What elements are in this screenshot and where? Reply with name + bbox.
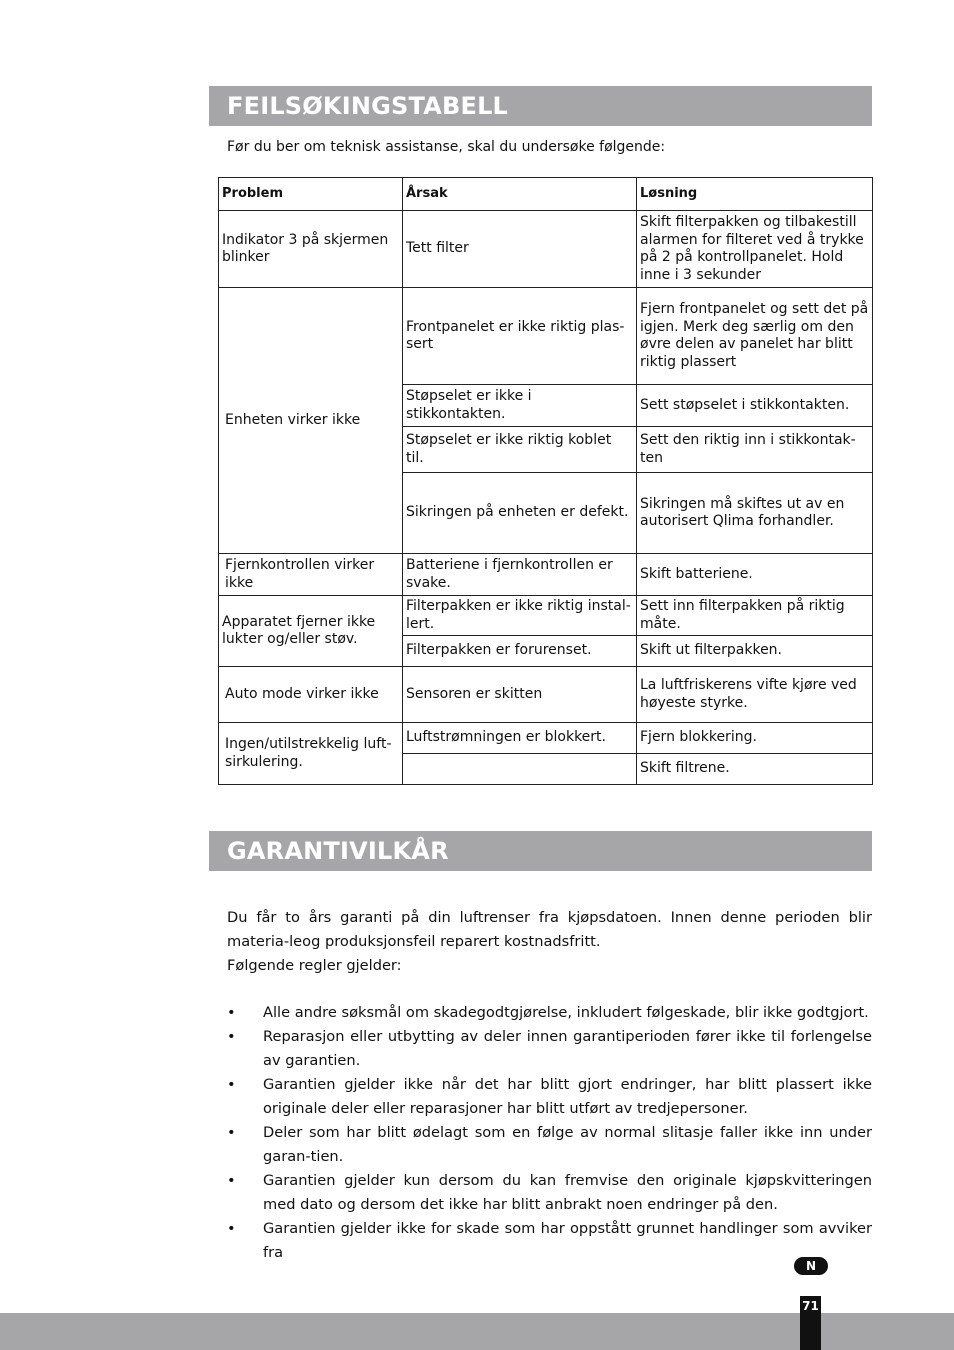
cause-cell: Filterpakken er ikke riktig instal-lert. [403, 596, 637, 636]
solution-cell: Sett støpselet i stikkontakten. [637, 385, 873, 427]
section-title-troubleshooting: FEILSØKINGSTABELL [209, 86, 872, 126]
bullet: • [227, 1220, 236, 1237]
warranty-paragraph: Du får to års garanti på din luftrenser fra kjøpsdatoen. Innen denne perioden blir materia-leog produksjonsfeil reparert kostnadsfritt. [227, 909, 872, 950]
list-item: • Garantien gjelder kun dersom du kan fremvise den originale kjøpskvitteringen med dato og dersom det ikke har blitt anbrakt noen endringer på den. [227, 1169, 872, 1217]
problem-cell: Ingen/utilstrekkelig luft-sirkulering. [219, 723, 403, 785]
troubleshooting-table [218, 177, 873, 785]
solution-cell: Fjern frontpanelet og sett det på igjen. Merk deg særlig om den øvre delen av panelet har blitt riktig plassert [637, 288, 873, 385]
bullet: • [227, 1004, 236, 1021]
header-solution: Løsning [637, 178, 873, 211]
list-item: • Garantien gjelder ikke for skade som har oppstått grunnet handlinger som avviker fra [227, 1217, 872, 1265]
solution-cell: Skift filterpakken og tilbakestill alarmen for filteret ved å trykke på 2 på kontrollpanelet. Hold inne i 3 sekunder [637, 211, 873, 288]
table-row [219, 288, 873, 385]
problem-cell: Enheten virker ikke [219, 288, 403, 554]
table-row [219, 667, 873, 723]
cause-cell: Frontpanelet er ikke riktig plas-sert [403, 288, 637, 385]
table-row [219, 554, 873, 596]
section-title-warranty: GARANTIVILKÅR [209, 831, 872, 871]
problem-cell: Indikator 3 på skjermen blinker [219, 211, 403, 288]
solution-cell: Skift batteriene. [637, 554, 873, 596]
solution-cell: Skift filtrene. [637, 754, 873, 785]
solution-cell: Sett den riktig inn i stikkontak-ten [637, 427, 873, 473]
cause-cell: Batteriene i fjernkontrollen er svake. [403, 554, 637, 596]
language-badge: N [794, 1257, 828, 1275]
list-item: • Reparasjon eller utbytting av deler innen garantiperioden fører ikke til forlengelse av garantien. [227, 1025, 872, 1073]
list-item: • Alle andre søksmål om skadegodtgjørelse, inkludert følgeskade, blir ikke godtgjort. [227, 1001, 872, 1025]
cause-cell: Luftstrømningen er blokkert. [403, 723, 637, 754]
table-row [219, 596, 873, 636]
solution-cell: Sikringen må skiftes ut av en autorisert Qlima forhandler. [637, 473, 873, 554]
cause-cell: Sensoren er skitten [403, 667, 637, 723]
solution-cell: Sett inn filterpakken på riktig måte. [637, 596, 873, 636]
intro-text: Før du ber om teknisk assistanse, skal du undersøke følgende: [227, 139, 666, 155]
bullet: • [227, 1076, 236, 1093]
cause-cell: Filterpakken er forurenset. [403, 636, 637, 667]
cause-cell: Tett filter [403, 211, 637, 288]
solution-cell: Skift ut filterpakken. [637, 636, 873, 667]
solution-cell: La luftfriskerens vifte kjøre ved høyeste styrke. [637, 667, 873, 723]
table-row [219, 211, 873, 288]
problem-cell: Fjernkontrollen virker ikke [219, 554, 403, 596]
bullet: • [227, 1172, 236, 1189]
cause-cell: Sikringen på enheten er defekt. [403, 473, 637, 554]
problem-cell: Auto mode virker ikke [219, 667, 403, 723]
table-row [219, 723, 873, 754]
header-cause: Årsak [403, 178, 637, 211]
list-item: • Garantien gjelder ikke når det har blitt gjort endringer, har blitt plassert ikke originale deler eller reparasjoner har blitt utført av tredjepersoner. [227, 1073, 872, 1121]
cause-cell: Støpselet er ikke riktig koblet til. [403, 427, 637, 473]
list-item: • Deler som har blitt ødelagt som en følge av normal slitasje faller ikke inn under garan-tien. [227, 1121, 872, 1169]
warranty-rules-intro: Følgende regler gjelder: [227, 957, 402, 974]
cause-cell [403, 754, 637, 785]
bullet: • [227, 1124, 236, 1141]
bullet: • [227, 1028, 236, 1045]
warranty-rules-list [227, 1001, 872, 1265]
solution-cell: Fjern blokkering. [637, 723, 873, 754]
table-header-row [219, 178, 873, 211]
problem-cell: Apparatet fjerner ikke lukter og/eller støv. [219, 596, 403, 667]
page-number: 71 [800, 1296, 821, 1350]
cause-cell: Støpselet er ikke i stikkontakten. [403, 385, 637, 427]
header-problem: Problem [219, 178, 403, 211]
